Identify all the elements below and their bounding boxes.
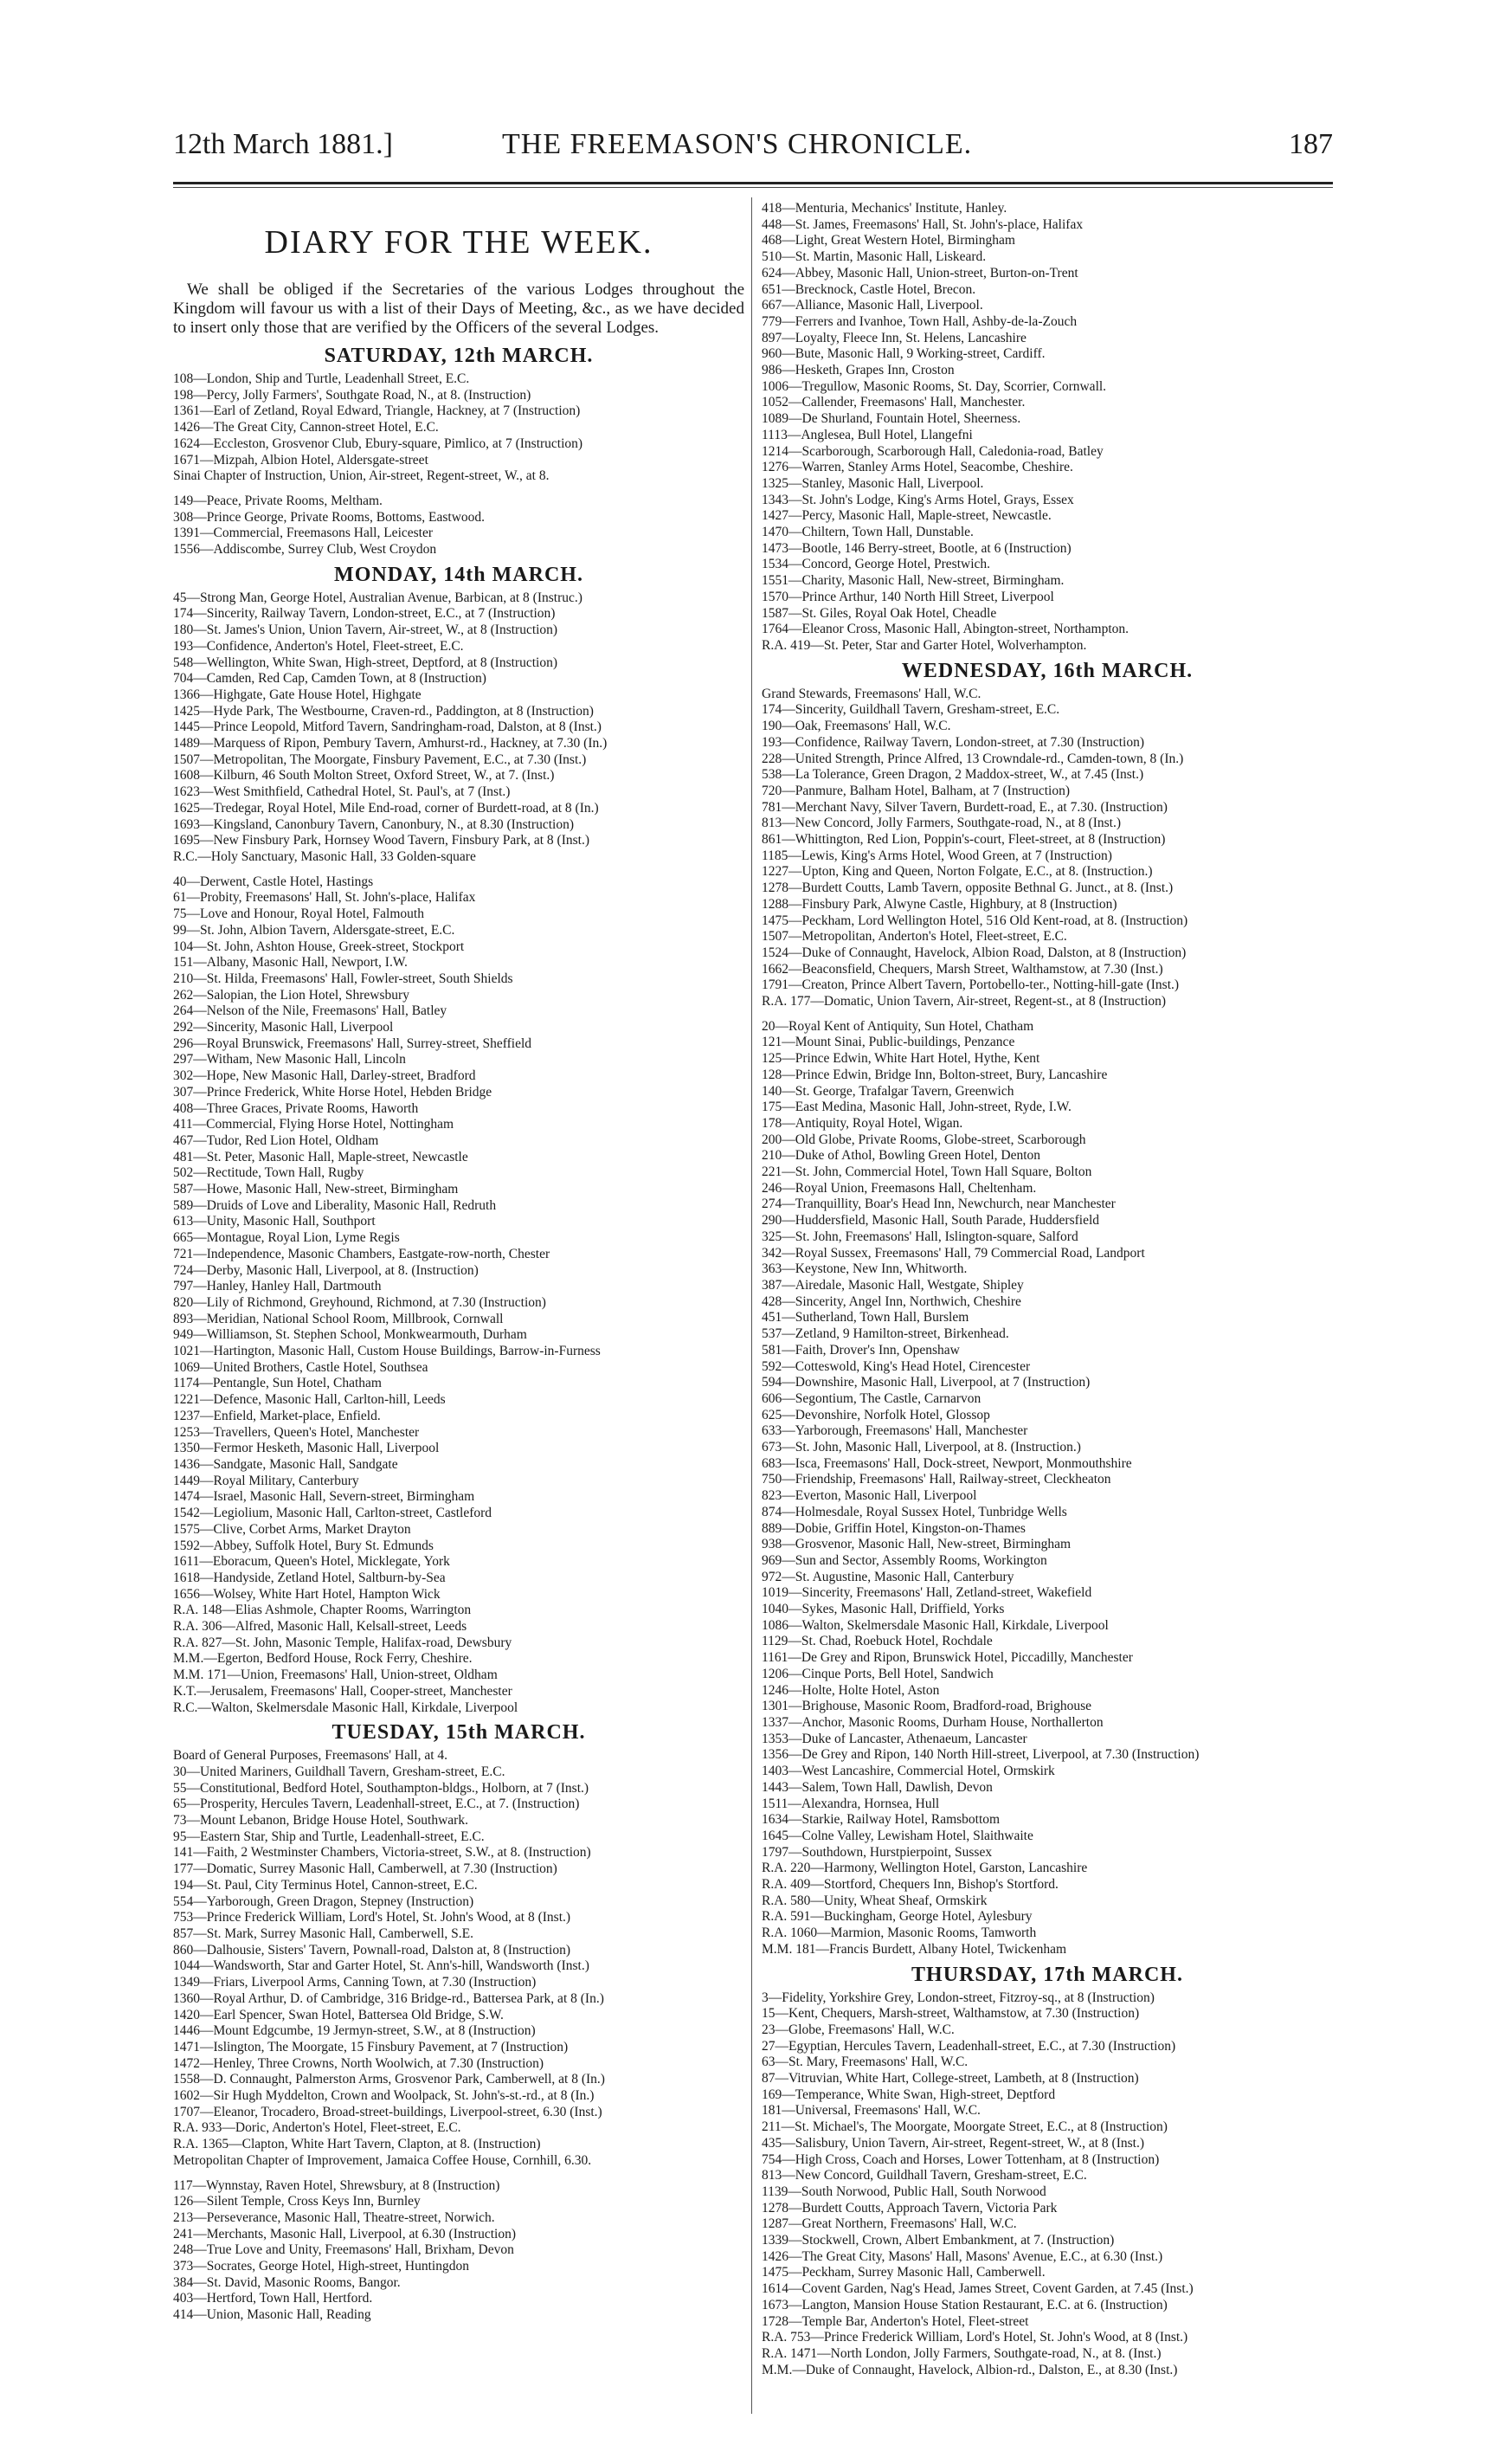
lodge-entry: 587—Howe, Masonic Hall, New-street, Birmingham [173, 1182, 459, 1197]
lodge-entry: 1426—The Great City, Cannon-street Hotel, E.C. [173, 420, 439, 435]
lodge-entry: 1656—Wolsey, White Hart Hotel, Hampton Wick [173, 1586, 441, 1602]
lodge-entry: 241—Merchants, Masonic Hall, Liverpool, at 6.30 (Instruction) [173, 2226, 517, 2241]
lodge-entry: 797—Hanley, Hanley Hall, Dartmouth [173, 1279, 382, 1294]
lodge-entry: 140—St. George, Trafalgar Tavern, Greenwich [762, 1083, 1014, 1099]
lodge-entry: 1475—Peckham, Lord Wellington Hotel, 516 Old Kent-road, at 8. (Instruction) [762, 913, 1188, 928]
lodge-entry: 1764—Eleanor Cross, Masonic Hall, Abington-street, Northampton. [762, 622, 1130, 637]
lodge-entry: R.A. 148—Elias Ashmole, Chapter Rooms, Warrington [173, 1603, 472, 1618]
lodge-entry: 1139—South Norwood, Public Hall, South Norwood [762, 2183, 1046, 2199]
section-gap [173, 2170, 744, 2178]
lodge-entry: 972—St. Augustine, Masonic Hall, Canterbury [762, 1569, 1014, 1584]
lodge-entry: 1006—Tregullow, Masonic Rooms, St. Day, Scorrier, Cornwall. [762, 378, 1107, 394]
lodge-entry: 667—Alliance, Masonic Hall, Liverpool. [762, 298, 983, 313]
lodge-entry: 1343—St. John's Lodge, King's Arms Hotel, Grays, Essex [762, 492, 1074, 507]
column-divider [751, 197, 752, 2414]
lodge-entry: 1471—Islington, The Moorgate, 15 Finsbury Pavement, at 7 (Instruction) [173, 2039, 569, 2054]
lodge-entry: 468—Light, Great Western Hotel, Birmingham [762, 233, 1015, 248]
tuesday-provincial-list-continued [762, 201, 1333, 655]
lodge-entry: 1113—Anglesea, Bull Hotel, Llangefni [762, 427, 973, 442]
lodge-entry: 1524—Duke of Connaught, Havelock, Albion Road, Dalston, at 8 (Instruction) [762, 945, 1187, 960]
lodge-entry: 1427—Percy, Masonic Hall, Maple-street, Newcastle. [762, 508, 1052, 524]
lodge-entry: 1403—West Lancashire, Commercial Hotel, Ormskirk [762, 1764, 1055, 1779]
lodge-entry: 108—London, Ship and Turtle, Leadenhall Street, E.C. [173, 371, 470, 386]
lodge-entry: 45—Strong Man, George Hotel, Australian Avenue, Barbican, at 8 (Instruc.) [173, 590, 582, 605]
lodge-entry: 15—Kent, Chequers, Marsh-street, Walthamstow, at 7.30 (Instruction) [762, 2006, 1140, 2022]
page-header [173, 128, 1333, 180]
lodge-entry: 193—Confidence, Railway Tavern, London-street, at 7.30 (Instruction) [762, 734, 1144, 750]
lodge-entry: 704—Camden, Red Cap, Camden Town, at 8 (Instruction) [173, 671, 486, 687]
wednesday-london-list [762, 687, 1333, 1010]
lodge-entry: 128—Prince Edwin, Bridge Inn, Bolton-street, Bury, Lancashire [762, 1067, 1108, 1082]
lodge-entry: 1556—Addiscombe, Surrey Club, West Croydon [173, 542, 437, 558]
lodge-entry: 724—Derby, Masonic Hall, Liverpool, at 8. (Instruction) [173, 1262, 479, 1278]
lodge-entry: 986—Hesketh, Grapes Inn, Croston [762, 363, 955, 378]
lodge-entry: 538—La Tolerance, Green Dragon, 2 Maddox-street, W., at 7.45 (Inst.) [762, 767, 1144, 783]
lodge-entry: 1069—United Brothers, Castle Hotel, Southsea [173, 1359, 428, 1375]
lodge-entry: R.A. 1060—Marmion, Masonic Rooms, Tamworth [762, 1925, 1037, 1941]
lodge-entry: 581—Faith, Drover's Inn, Openshaw [762, 1342, 960, 1358]
lodge-entry: 428—Sincerity, Angel Inn, Northwich, Cheshire [762, 1293, 1021, 1309]
lodge-entry: 589—Druids of Love and Liberality, Masonic Hall, Redruth [173, 1197, 497, 1213]
day-heading-thursday: THURSDAY, 17th MARCH. [911, 1963, 1183, 1986]
lodge-entry: 1474—Israel, Masonic Hall, Severn-street, Birmingham [173, 1489, 475, 1505]
lodge-entry: 1791—Creaton, Prince Albert Tavern, Portobello-ter., Notting-hill-gate (Inst.) [762, 977, 1180, 993]
lodge-entry: 1614—Covent Garden, Nag's Head, James Street, Covent Garden, at 7.45 (Inst.) [762, 2281, 1194, 2297]
saturday-london-list [173, 371, 744, 485]
lodge-entry: R.A. 827—St. John, Masonic Temple, Halifax-road, Dewsbury [173, 1635, 512, 1650]
lodge-entry: 1174—Pentangle, Sun Hotel, Chatham [173, 1376, 382, 1391]
tuesday-provincial-list [173, 2178, 744, 2324]
lodge-entry: 1542—Legiolium, Masonic Hall, Carlton-street, Castleford [173, 1506, 492, 1521]
lodge-entry: 1361—Earl of Zetland, Royal Edward, Triangle, Hackney, at 7 (Instruction) [173, 403, 581, 419]
lodge-entry: R.A. 933—Doric, Anderton's Hotel, Fleet-street, E.C. [173, 2120, 461, 2136]
lodge-entry: 860—Dalhousie, Sisters' Tavern, Pownall-road, Dalston at, 8 (Instruction) [173, 1942, 571, 1958]
tuesday-london-list [173, 1748, 744, 2169]
lodge-entry: 1044—Wandsworth, Star and Garter Hotel, St. Ann's-hill, Wandsworth (Inst.) [173, 1958, 589, 1974]
lodge-entry: 1472—Henley, Three Crowns, North Woolwich, at 7.30 (Instruction) [173, 2055, 544, 2071]
lodge-entry: 969—Sun and Sector, Assembly Rooms, Workington [762, 1552, 1047, 1568]
lodge-entry: 1366—Highgate, Gate House Hotel, Highgate [173, 687, 422, 702]
lodge-entry: 820—Lily of Richmond, Greyhound, Richmond, at 7.30 (Instruction) [173, 1294, 546, 1310]
lodge-entry: 502—Rectitude, Town Hall, Rugby [173, 1165, 364, 1181]
lodge-entry: 1445—Prince Leopold, Mitford Tavern, Sandringham-road, Dalston, at 8 (Inst.) [173, 719, 602, 735]
lodge-entry: 1602—Sir Hugh Myddelton, Crown and Woolpack, St. John's-st.-rd., at 8 (In.) [173, 2088, 595, 2104]
lodge-entry: R.C.—Holy Sanctuary, Masonic Hall, 33 Golden-square [173, 848, 476, 864]
lodge-entry: 1278—Burdett Coutts, Lamb Tavern, opposite Bethnal G. Junct., at 8. (Inst.) [762, 880, 1174, 896]
lodge-entry: 210—Duke of Athol, Bowling Green Hotel, Denton [762, 1148, 1041, 1164]
lodge-entry: 960—Bute, Masonic Hall, 9 Working-street, Cardiff. [762, 346, 1046, 362]
lodge-entry: 1021—Hartington, Masonic Hall, Custom House Buildings, Barrow-in-Furness [173, 1344, 601, 1359]
lodge-entry: 23—Globe, Freemasons' Hall, W.C. [762, 2022, 955, 2037]
lodge-entry: 63—St. Mary, Freemasons' Hall, W.C. [762, 2054, 969, 2070]
lodge-entry: 302—Hope, New Masonic Hall, Darley-street, Bradford [173, 1068, 476, 1084]
lodge-entry: 1436—Sandgate, Masonic Hall, Sandgate [173, 1457, 398, 1472]
lodge-entry: 297—Witham, New Masonic Hall, Lincoln [173, 1052, 406, 1068]
lodge-entry: 40—Derwent, Castle Hotel, Hastings [173, 874, 374, 889]
lodge-entry: 1623—West Smithfield, Cathedral Hotel, St. Paul's, at 7 (Inst.) [173, 784, 511, 800]
lodge-entry: 1475—Peckham, Surrey Masonic Hall, Camberwell. [762, 2265, 1046, 2280]
lodge-entry: 1426—The Great City, Masons' Hall, Masons' Avenue, E.C., at 6.30 (Inst.) [762, 2248, 1163, 2264]
lodge-entry: 1339—Stockwell, Crown, Albert Embankment, at 7. (Instruction) [762, 2233, 1115, 2248]
lodge-entry: 779—Ferrers and Ivanhoe, Town Hall, Ashby-de-la-Zouch [762, 313, 1078, 329]
lodge-entry: 1634—Starkie, Railway Hotel, Ramsbottom [762, 1812, 1001, 1828]
lodge-entry: 750—Friendship, Freemasons' Hall, Railway-street, Cleckheaton [762, 1472, 1111, 1487]
lodge-entry: 435—Salisbury, Union Tavern, Air-street, Regent-street, W., at 8 (Inst.) [762, 2135, 1144, 2151]
lodge-entry: 1558—D. Connaught, Palmerston Arms, Grosvenor Park, Camberwell, at 8 (In.) [173, 2072, 605, 2087]
lodge-entry: M.M. 171—Union, Freemasons' Hall, Union-street, Oldham [173, 1667, 498, 1683]
header-rule-thin [173, 187, 1333, 188]
issue-date: 12th March 1881.] [173, 128, 394, 160]
lodge-entry: 1353—Duke of Lancaster, Athenaeum, Lancaster [762, 1731, 1027, 1746]
lodge-entry: 99—St. John, Albion Tavern, Aldersgate-street, E.C. [173, 922, 455, 938]
lodge-entry: 30—United Mariners, Guildhall Tavern, Gresham-street, E.C. [173, 1764, 505, 1779]
lodge-entry: R.A. 220—Harmony, Wellington Hotel, Garston, Lancashire [762, 1861, 1088, 1876]
lodge-entry: 1575—Clive, Corbet Arms, Market Drayton [173, 1521, 411, 1537]
lodge-entry: 1420—Earl Spencer, Swan Hotel, Battersea Old Bridge, S.W. [173, 2007, 504, 2022]
lodge-entry: 1206—Cinque Ports, Bell Hotel, Sandwich [762, 1666, 994, 1681]
lodge-entry: 1728—Temple Bar, Anderton's Hotel, Fleet-street [762, 2313, 1029, 2329]
lodge-entry: 1301—Brighouse, Masonic Room, Bradford-road, Brighouse [762, 1699, 1091, 1714]
lodge-entry: 55—Constitutional, Bedford Hotel, Southampton-bldgs., Holborn, at 7 (Inst.) [173, 1780, 589, 1796]
lodge-entry: 813—New Concord, Guildhall Tavern, Gresham-street, E.C. [762, 2168, 1087, 2183]
lodge-entry: 1237—Enfield, Market-place, Enfield. [173, 1408, 381, 1423]
lodge-entry: 1185—Lewis, King's Arms Hotel, Wood Green, at 7 (Instruction) [762, 848, 1112, 863]
lodge-entry: 190—Oak, Freemasons' Hall, W.C. [762, 719, 951, 734]
left-column [173, 201, 744, 2324]
lodge-entry: 651—Brecknock, Castle Hotel, Brecon. [762, 281, 976, 297]
diary-intro: We shall be obliged if the Secretaries of the various Lodges throughout the Kingdom will favour us with a list of their Days of Meeting, &c., as we have decided to insert only those that are verified by the Officers of the several Lodges. [173, 281, 744, 337]
lodge-entry: 721—Independence, Masonic Chambers, Eastgate-row-north, Chester [173, 1246, 550, 1261]
lodge-entry: 1645—Colne Valley, Lewisham Hotel, Slaithwaite [762, 1828, 1033, 1843]
lodge-entry: 467—Tudor, Red Lion Hotel, Oldham [173, 1132, 379, 1148]
lodge-entry: 893—Meridian, National School Room, Millbrook, Cornwall [173, 1311, 504, 1326]
lodge-entry: 177—Domatic, Surrey Masonic Hall, Camberwell, at 7.30 (Instruction) [173, 1861, 557, 1877]
lodge-entry: 1040—Sykes, Masonic Hall, Driffield, Yorks [762, 1602, 1005, 1617]
lodge-entry: 1587—St. Giles, Royal Oak Hotel, Cheadle [762, 605, 997, 621]
lodge-entry: 121—Mount Sinai, Public-buildings, Penzance [762, 1035, 1015, 1050]
lodge-entry: 1507—Metropolitan, Anderton's Hotel, Fleet-street, E.C. [762, 929, 1067, 945]
lodge-entry: 126—Silent Temple, Cross Keys Inn, Burnley [173, 2194, 421, 2209]
lodge-entry: 174—Sincerity, Railway Tavern, London-street, E.C., at 7 (Instruction) [173, 606, 556, 622]
lodge-entry: 65—Prosperity, Hercules Tavern, Leadenhall-street, E.C., at 7. (Instruction) [173, 1796, 580, 1812]
lodge-entry: 178—Antiquity, Royal Hotel, Wigan. [762, 1115, 963, 1131]
lodge-entry: 1551—Charity, Masonic Hall, New-street, Birmingham. [762, 573, 1065, 589]
lodge-entry: 20—Royal Kent of Antiquity, Sun Hotel, Chatham [762, 1018, 1034, 1034]
lodge-entry: R.A. 409—Stortford, Chequers Inn, Bishop's Stortford. [762, 1877, 1059, 1893]
lodge-entry: 1473—Bootle, 146 Berry-street, Bootle, at 6 (Instruction) [762, 540, 1072, 556]
right-column [762, 201, 1333, 2378]
lodge-entry: R.A. 753—Prince Frederick William, Lord's Hotel, St. John's Wood, at 8 (Inst.) [762, 2330, 1188, 2345]
lodge-entry: 125—Prince Edwin, White Hart Hotel, Hythe, Kent [762, 1051, 1040, 1067]
lodge-entry: 625—Devonshire, Norfolk Hotel, Glossop [762, 1407, 990, 1422]
lodge-entry: 1287—Great Northern, Freemasons' Hall, W.C. [762, 2216, 1017, 2232]
lodge-entry: 481—St. Peter, Masonic Hall, Maple-street, Newcastle [173, 1149, 468, 1164]
lodge-entry: R.A. 1471—North London, Jolly Farmers, Southgate-road, N., at 8. (Inst.) [762, 2346, 1162, 2361]
lodge-entry: Grand Stewards, Freemasons' Hall, W.C. [762, 686, 981, 701]
lodge-entry: 1129—St. Chad, Roebuck Hotel, Rochdale [762, 1634, 993, 1649]
lodge-entry: 198—Percy, Jolly Farmers', Southgate Road, N., at 8. (Instruction) [173, 387, 531, 403]
lodge-entry: R.A. 419—St. Peter, Star and Garter Hotel, Wolverhampton. [762, 637, 1087, 653]
monday-provincial-list [173, 874, 744, 1717]
lodge-entry: 1449—Royal Military, Canterbury [173, 1473, 359, 1488]
day-heading-monday: MONDAY, 14th MARCH. [334, 563, 583, 586]
lodge-entry: 228—United Strength, Prince Alfred, 13 Crowndale-rd., Camden-town, 8 (In.) [762, 751, 1184, 766]
lodge-entry: 781—Merchant Navy, Silver Tavern, Burdett-road, E., at 7.30. (Instruction) [762, 799, 1168, 815]
lodge-entry: 857—St. Mark, Surrey Masonic Hall, Camberwell, S.E. [173, 1925, 473, 1941]
lodge-entry: 1391—Commercial, Freemasons Hall, Leicester [173, 526, 434, 541]
lodge-entry: Sinai Chapter of Instruction, Union, Air-street, Regent-street, W., at 8. [173, 468, 550, 484]
lodge-entry: 1276—Warren, Stanley Arms Hotel, Seacombe, Cheshire. [762, 460, 1073, 475]
lodge-entry: Board of General Purposes, Freemasons' Hall, at 4. [173, 1748, 448, 1764]
lodge-entry: 1086—Walton, Skelmersdale Masonic Hall, Kirkdale, Liverpool [762, 1617, 1109, 1633]
lodge-entry: 296—Royal Brunswick, Freemasons' Hall, Surrey-street, Sheffield [173, 1035, 532, 1051]
lodge-entry: 510—St. Martin, Masonic Hall, Liskeard. [762, 249, 987, 265]
lodge-entry: 213—Perseverance, Masonic Hall, Theatre-street, Norwich. [173, 2209, 495, 2225]
page-number: 187 [1289, 128, 1333, 160]
lodge-entry: R.A. 306—Alfred, Masonic Hall, Kelsall-street, Leeds [173, 1619, 467, 1635]
lodge-entry: 1570—Prince Arthur, 140 North Hill Street, Liverpool [762, 589, 1054, 604]
lodge-entry: 1608—Kilburn, 46 South Molton Street, Oxford Street, W., at 7. (Inst.) [173, 768, 555, 784]
lodge-entry: 753—Prince Frederick William, Lord's Hotel, St. John's Wood, at 8 (Inst.) [173, 1910, 571, 1925]
lodge-entry: 1489—Marquess of Ripon, Pembury Tavern, Amhurst-rd., Hackney, at 7.30 (In.) [173, 736, 608, 751]
lodge-entry: 75—Love and Honour, Royal Hotel, Falmouth [173, 906, 424, 922]
lodge-entry: R.A. 177—Domatic, Union Tavern, Air-street, Regent-st., at 8 (Instruction) [762, 994, 1167, 1009]
lodge-entry: 175—East Medina, Masonic Hall, John-street, Ryde, I.W. [762, 1100, 1072, 1115]
lodge-entry: 1662—Beaconsfield, Chequers, Marsh Street, Walthamstow, at 7.30 (Inst.) [762, 961, 1163, 977]
lodge-entry: 307—Prince Frederick, White Horse Hotel, Hebden Bridge [173, 1084, 492, 1100]
lodge-entry: 1470—Chiltern, Town Hall, Dunstable. [762, 525, 974, 540]
lodge-entry: 889—Dobie, Griffin Hotel, Kingston-on-Thames [762, 1520, 1026, 1536]
lodge-entry: 1356—De Grey and Ripon, 140 North Hill-street, Liverpool, at 7.30 (Instruction) [762, 1747, 1200, 1763]
lodge-entry: 624—Abbey, Masonic Hall, Union-street, Burton-on-Trent [762, 265, 1078, 281]
lodge-entry: 1019—Sincerity, Freemasons' Hall, Zetland-street, Wakefield [762, 1585, 1092, 1601]
lodge-entry: 1246—Holte, Holte Hotel, Aston [762, 1682, 940, 1698]
lodge-entry: 384—St. David, Masonic Rooms, Bangor. [173, 2274, 401, 2290]
lodge-entry: 363—Keystone, New Inn, Whitworth. [762, 1261, 968, 1277]
lodge-entry: 1227—Upton, King and Queen, Norton Folgate, E.C., at 8. (Instruction.) [762, 864, 1153, 880]
lodge-entry: 897—Loyalty, Fleece Inn, St. Helens, Lancashire [762, 330, 1027, 345]
lodge-entry: 274—Tranquillity, Boar's Head Inn, Newchurch, near Manchester [762, 1197, 1116, 1212]
lodge-entry: 1693—Kingsland, Canonbury Tavern, Canonbury, N., at 8.30 (Instruction) [173, 816, 574, 832]
lodge-entry: 673—St. John, Masonic Hall, Liverpool, at 8. (Instruction.) [762, 1440, 1081, 1455]
lodge-entry: 27—Egyptian, Hercules Tavern, Leadenhall-street, E.C., at 7.30 (Instruction) [762, 2038, 1176, 2054]
diary-title: DIARY FOR THE WEEK. [264, 224, 653, 261]
lodge-entry: 193—Confidence, Anderton's Hotel, Fleet-street, E.C. [173, 638, 464, 654]
lodge-entry: 683—Isca, Freemasons' Hall, Dock-street, Newport, Monmouthshire [762, 1455, 1132, 1471]
lodge-entry: 61—Probity, Freemasons' Hall, St. John's-place, Halifax [173, 890, 476, 906]
lodge-entry: 221—St. John, Commercial Hotel, Town Hall Square, Bolton [762, 1164, 1092, 1180]
lodge-entry: 1707—Eleanor, Trocadero, Broad-street-buildings, Liverpool-street, 6.30 (Inst.) [173, 2104, 602, 2119]
lodge-entry: 938—Grosvenor, Masonic Hall, New-street, Birmingham [762, 1537, 1072, 1552]
lodge-entry: 874—Holmesdale, Royal Sussex Hotel, Tunbridge Wells [762, 1504, 1067, 1519]
lodge-entry: 248—True Love and Unity, Freemasons' Hall, Brixham, Devon [173, 2242, 514, 2258]
lodge-entry: M.M. 181—Francis Burdett, Albany Hotel, Twickenham [762, 1941, 1067, 1957]
lodge-entry: 537—Zetland, 9 Hamilton-street, Birkenhead. [762, 1326, 1009, 1342]
lodge-entry: 210—St. Hilda, Freemasons' Hall, Fowler-street, South Shields [173, 971, 513, 986]
lodge-entry: R.C.—Walton, Skelmersdale Masonic Hall, Kirkdale, Liverpool [173, 1700, 518, 1715]
lodge-entry: 342—Royal Sussex, Freemasons' Hall, 79 Commercial Road, Landport [762, 1245, 1145, 1261]
lodge-entry: 1161—De Grey and Ripon, Brunswick Hotel, Piccadilly, Manchester [762, 1650, 1133, 1666]
lodge-entry: 1253—Travellers, Queen's Hotel, Manchester [173, 1424, 420, 1440]
lodge-entry: 1214—Scarborough, Scarborough Hall, Caledonia-road, Batley [762, 443, 1104, 459]
thursday-london-list [762, 1990, 1333, 2379]
lodge-entry: M.M.—Egerton, Bedford House, Rock Ferry, Cheshire. [173, 1651, 473, 1667]
lodge-entry: 181—Universal, Freemasons' Hall, W.C. [762, 2103, 981, 2119]
lodge-entry: 211—St. Michael's, The Moorgate, Moorgate Street, E.C., at 8 (Instruction) [762, 2119, 1168, 2135]
monday-london-list [173, 590, 744, 866]
lodge-entry: 403—Hertford, Town Hall, Hertford. [173, 2291, 373, 2306]
lodge-entry: 87—Vitruvian, White Hart, College-street, Lambeth, at 8 (Instruction) [762, 2071, 1139, 2087]
lodge-entry: R.A. 580—Unity, Wheat Sheaf, Ormskirk [762, 1893, 988, 1908]
lodge-entry: M.M.—Duke of Connaught, Havelock, Albion-rd., Dalston, E., at 8.30 (Inst.) [762, 2362, 1178, 2377]
section-gap [173, 866, 744, 874]
lodge-entry: 1350—Fermor Hesketh, Masonic Hall, Liverpool [173, 1441, 440, 1456]
lodge-entry: R.A. 591—Buckingham, George Hotel, Aylesbury [762, 1909, 1033, 1925]
section-gap [173, 485, 744, 493]
lodge-entry: 1507—Metropolitan, The Moorgate, Finsbury Pavement, E.C., at 7.30 (Inst.) [173, 751, 587, 767]
lodge-entry: 1325—Stanley, Masonic Hall, Liverpool. [762, 475, 984, 491]
lodge-entry: 594—Downshire, Masonic Hall, Liverpool, at 7 (Instruction) [762, 1375, 1091, 1390]
day-heading-wednesday: WEDNESDAY, 16th MARCH. [901, 659, 1194, 682]
lodge-entry: 1797—Southdown, Hurstpierpoint, Sussex [762, 1844, 993, 1860]
lodge-entry: 1673—Langton, Mansion House Station Restaurant, E.C. at 6. (Instruction) [762, 2297, 1168, 2312]
lodge-entry: K.T.—Jerusalem, Freemasons' Hall, Cooper-street, Manchester [173, 1683, 512, 1699]
lodge-entry: 3—Fidelity, Yorkshire Grey, London-street, Fitzroy-sq., at 8 (Instruction) [762, 1990, 1155, 2005]
lodge-entry: 665—Montague, Royal Lion, Lyme Regis [173, 1230, 400, 1246]
lodge-entry: 149—Peace, Private Rooms, Meltham. [173, 493, 383, 508]
lodge-entry: 141—Faith, 2 Westminster Chambers, Victoria-street, S.W., at 8. (Instruction) [173, 1845, 591, 1861]
lodge-entry: 1221—Defence, Masonic Hall, Carlton-hill, Leeds [173, 1392, 446, 1408]
lodge-entry: 1611—Eboracum, Queen's Hotel, Micklegate, York [173, 1554, 450, 1570]
lodge-entry: 117—Wynnstay, Raven Hotel, Shrewsbury, at 8 (Instruction) [173, 2177, 500, 2193]
lodge-entry: 451—Sutherland, Town Hall, Burslem [762, 1310, 969, 1326]
lodge-entry: 861—Whittington, Red Lion, Poppin's-court, Fleet-street, at 8 (Instruction) [762, 832, 1166, 848]
lodge-entry: 1671—Mizpah, Albion Hotel, Aldersgate-street [173, 452, 428, 468]
lodge-entry: 1278—Burdett Coutts, Approach Tavern, Victoria Park [762, 2200, 1058, 2216]
header-rule [173, 182, 1333, 184]
lodge-entry: 613—Unity, Masonic Hall, Southport [173, 1214, 376, 1229]
lodge-entry: 554—Yarborough, Green Dragon, Stepney (Instruction) [173, 1893, 474, 1909]
lodge-entry: 262—Salopian, the Lion Hotel, Shrewsbury [173, 987, 409, 1003]
lodge-entry: 1337—Anchor, Masonic Rooms, Durham House, Northallerton [762, 1714, 1104, 1730]
lodge-entry: 169—Temperance, White Swan, High-street, Deptford [762, 2087, 1056, 2102]
lodge-entry: 448—St. James, Freemasons' Hall, St. John's-place, Halifax [762, 216, 1084, 232]
lodge-entry: 387—Airedale, Masonic Hall, Westgate, Shipley [762, 1278, 1024, 1293]
lodge-entry: 1360—Royal Arthur, D. of Cambridge, 316 Bridge-rd., Battersea Park, at 8 (In.) [173, 1990, 604, 2006]
lodge-entry: 720—Panmure, Balham Hotel, Balham, at 7 (Instruction) [762, 783, 1070, 798]
lodge-entry: 754—High Cross, Coach and Horses, Lower Tottenham, at 8 (Instruction) [762, 2151, 1160, 2167]
lodge-entry: 104—St. John, Ashton House, Greek-street, Stockport [173, 939, 465, 954]
lodge-entry: 1288—Finsbury Park, Alwyne Castle, Highbury, at 8 (Instruction) [762, 896, 1117, 912]
lodge-entry: 1443—Salem, Town Hall, Dawlish, Devon [762, 1779, 993, 1795]
lodge-entry: 949—Williamson, St. Stephen School, Monkwearmouth, Durham [173, 1327, 527, 1343]
lodge-entry: Metropolitan Chapter of Improvement, Jamaica Coffee House, Cornhill, 6.30. [173, 2152, 592, 2168]
lodge-entry: 592—Cotteswold, King's Head Hotel, Cirencester [762, 1358, 1031, 1374]
day-heading-saturday: SATURDAY, 12th MARCH. [324, 345, 594, 367]
lodge-entry: 1052—Callender, Freemasons' Hall, Manchester. [762, 395, 1026, 410]
lodge-entry: 1425—Hyde Park, The Westbourne, Craven-rd., Paddington, at 8 (Instruction) [173, 703, 594, 719]
lodge-entry: 548—Wellington, White Swan, High-street, Deptford, at 8 (Instruction) [173, 655, 557, 670]
lodge-entry: 414—Union, Masonic Hall, Reading [173, 2307, 371, 2323]
lodge-entry: 1624—Eccleston, Grosvenor Club, Ebury-square, Pimlico, at 7 (Instruction) [173, 435, 583, 451]
lodge-entry: 264—Nelson of the Nile, Freemasons' Hall, Batley [173, 1003, 447, 1019]
lodge-entry: 200—Old Globe, Private Rooms, Globe-street, Scarborough [762, 1132, 1086, 1147]
day-heading-tuesday: TUESDAY, 15th MARCH. [331, 1721, 586, 1745]
lodge-entry: 1695—New Finsbury Park, Hornsey Wood Tavern, Finsbury Park, at 8 (Inst.) [173, 833, 589, 848]
lodge-entry: 418—Menturia, Mechanics' Institute, Hanley. [762, 201, 1007, 216]
lodge-entry: 606—Segontium, The Castle, Carnarvon [762, 1390, 981, 1406]
publication-title: THE FREEMASON'S CHRONICLE. [502, 128, 973, 160]
lodge-entry: 633—Yarborough, Freemasons' Hall, Manchester [762, 1423, 1028, 1439]
lodge-entry: 813—New Concord, Jolly Farmers, Southgate-road, N., at 8 (Inst.) [762, 816, 1121, 831]
lodge-entry: 325—St. John, Freemasons' Hall, Islington-square, Salford [762, 1229, 1078, 1244]
saturday-provincial-list [173, 493, 744, 558]
lodge-entry: 308—Prince George, Private Rooms, Bottoms, Eastwood. [173, 509, 486, 525]
lodge-entry: 1446—Mount Edgcumbe, 19 Jermyn-street, S.W., at 8 (Instruction) [173, 2023, 536, 2039]
lodge-entry: 292—Sincerity, Masonic Hall, Liverpool [173, 1020, 394, 1035]
lodge-entry: 194—St. Paul, City Terminus Hotel, Cannon-street, E.C. [173, 1877, 478, 1893]
lodge-entry: 151—Albany, Masonic Hall, Newport, I.W. [173, 955, 408, 971]
lodge-entry: 180—St. James's Union, Union Tavern, Air-street, W., at 8 (Instruction) [173, 622, 558, 638]
lodge-entry: 1511—Alexandra, Hornsea, Hull [762, 1796, 940, 1811]
lodge-entry: 73—Mount Lebanon, Bridge House Hotel, Southwark. [173, 1813, 468, 1829]
lodge-entry: 290—Huddersfield, Masonic Hall, South Parade, Huddersfield [762, 1213, 1100, 1229]
section-gap [762, 1010, 1333, 1019]
lodge-entry: 174—Sincerity, Guildhall Tavern, Gresham-street, E.C. [762, 702, 1060, 718]
lodge-entry: 95—Eastern Star, Ship and Turtle, Leadenhall-street, E.C. [173, 1829, 485, 1844]
lodge-entry: 246—Royal Union, Freemasons Hall, Cheltenham. [762, 1180, 1037, 1196]
lodge-entry: 1349—Friars, Liverpool Arms, Canning Town, at 7.30 (Instruction) [173, 1975, 537, 1990]
lodge-entry: 1089—De Shurland, Fountain Hotel, Sheerness. [762, 411, 1021, 427]
lodge-entry: 1618—Handyside, Zetland Hotel, Saltburn-by-Sea [173, 1570, 446, 1585]
lodge-entry: 823—Everton, Masonic Hall, Liverpool [762, 1488, 977, 1504]
lodge-entry: 1534—Concord, George Hotel, Prestwich. [762, 557, 991, 572]
lodge-entry: R.A. 1365—Clapton, White Hart Tavern, Clapton, at 8. (Instruction) [173, 2137, 541, 2152]
lodge-entry: 1625—Tredegar, Royal Hotel, Mile End-road, corner of Burdett-road, at 8 (In.) [173, 800, 599, 816]
lodge-entry: 411—Commercial, Flying Horse Hotel, Nottingham [173, 1117, 454, 1132]
lodge-entry: 408—Three Graces, Private Rooms, Haworth [173, 1100, 419, 1116]
lodge-entry: 1592—Abbey, Suffolk Hotel, Bury St. Edmunds [173, 1538, 434, 1553]
lodge-entry: 373—Socrates, George Hotel, High-street, Huntingdon [173, 2259, 469, 2274]
wednesday-provincial-list [762, 1019, 1333, 1958]
